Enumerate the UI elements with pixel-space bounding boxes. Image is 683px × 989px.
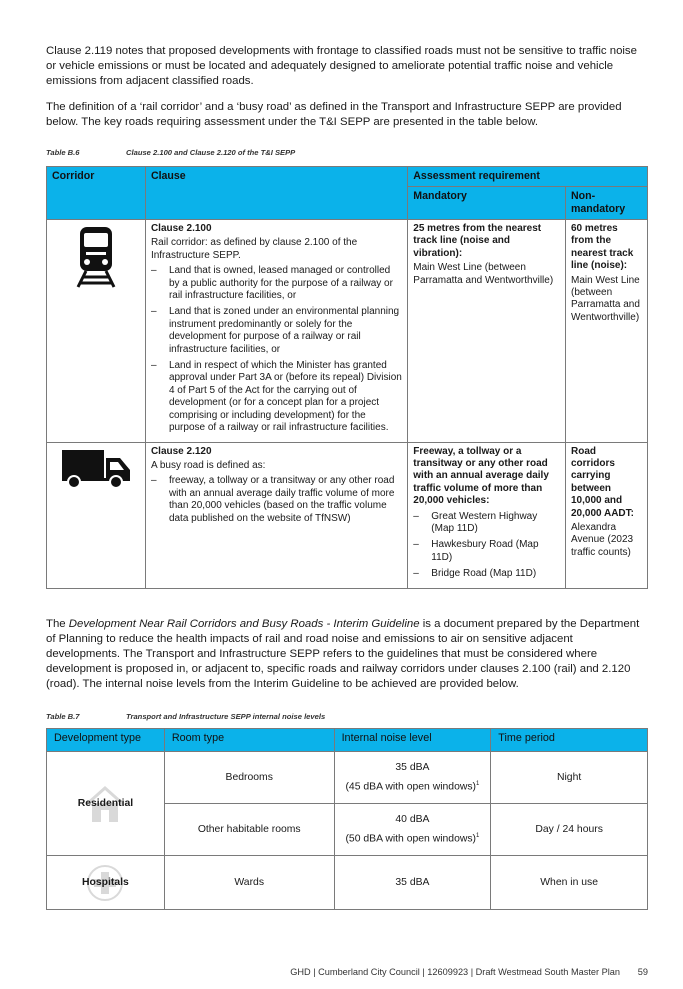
page-number: 59 xyxy=(637,967,648,977)
guideline-title: Development Near Rail Corridors and Busy Roads - Interim Guideline xyxy=(68,618,420,630)
noise-level-note-text: (45 dBA with open windows) xyxy=(345,781,477,793)
table-b7 xyxy=(46,728,648,910)
mandatory-title: 25 metres from the nearest track line (noise and vibration): xyxy=(413,223,542,259)
clause-list xyxy=(151,265,402,434)
table-row xyxy=(47,442,648,588)
guideline-prefix: The xyxy=(46,618,69,630)
header-time-period: Time period xyxy=(491,729,648,752)
table-b7-title: Transport and Infrastructure SEPP internal noise levels xyxy=(126,712,326,721)
development-type-residential xyxy=(47,752,165,856)
intro-paragraph-2: The definition of a ‘rail corridor’ and a ‘busy road’ as defined in the Transport and Infrastructure SEPP are provided below. The key roads requiring assessment under the T&I SEPP are presented in the table below. xyxy=(46,101,622,128)
non-mandatory-cell xyxy=(566,442,648,588)
table-b7-label: Table B.7 xyxy=(46,712,80,721)
time-period-cell: Night xyxy=(491,752,648,804)
non-mandatory-text: Alexandra Avenue (2023 traffic counts) xyxy=(571,521,634,558)
header-internal-noise-level: Internal noise level xyxy=(334,729,491,752)
mandatory-list xyxy=(413,511,560,581)
list-item: – Land in respect of which the Minister has granted approval under Part 3A or (before its repeal) Division 4 of Part 5 of the Act for the carrying out of development (or for a concept plan for a project comprising or including development) for the purpose of a railway or rail infrastructure facilities. xyxy=(151,360,402,434)
non-mandatory-cell xyxy=(566,220,648,443)
list-item: – freeway, a tollway or a transitway or any other road with an annual average daily traffic volume of more than 20,000 vehicles (based on the traffic volume data published on the website of TfNSW) xyxy=(151,475,402,525)
list-item: – Great Western Highway (Map 11D) xyxy=(413,511,560,536)
non-mandatory-title: 60 metres from the nearest track line (noise): xyxy=(571,223,634,272)
noise-level-value: 40 dBA xyxy=(395,814,430,826)
header-clause: Clause xyxy=(145,167,407,220)
table-row xyxy=(47,752,648,804)
table-b6-caption xyxy=(46,148,296,157)
header-assessment: Assessment requirement xyxy=(408,167,648,187)
table-b6-title: Clause 2.100 and Clause 2.120 of the T&I SEPP xyxy=(126,148,296,157)
corridor-cell xyxy=(47,442,146,588)
room-type-cell: Bedrooms xyxy=(164,752,334,804)
mandatory-title: Freeway, a tollway or a transitway or any other road with an annual average daily traffic volume of more than 20,000 vehicles: xyxy=(413,445,549,507)
clause-cell xyxy=(145,442,407,588)
footnote-marker: 1 xyxy=(476,833,480,840)
header-development-type: Development type xyxy=(47,729,165,752)
header-corridor: Corridor xyxy=(47,167,146,220)
mandatory-cell xyxy=(408,442,566,588)
non-mandatory-title: Road corridors carrying between 10,000 and 20,000 AADT: xyxy=(571,445,634,519)
table-b6-label: Table B.6 xyxy=(46,148,80,157)
table-b7-caption xyxy=(46,712,326,721)
room-type-cell: Other habitable rooms xyxy=(164,804,334,856)
list-item: – Hawkesbury Road (Map 11D) xyxy=(413,539,560,564)
development-type-hospitals xyxy=(47,856,165,910)
list-item: – Land that is zoned under an environmental planning instrument predominantly or solely for the development for purpose of a railway or rail infrastructure facilities, or xyxy=(151,306,402,356)
room-type-cell: Wards xyxy=(164,856,334,910)
time-period-cell: When in use xyxy=(491,856,648,910)
footnote-marker: 1 xyxy=(476,781,480,788)
noise-level-value: 35 dBA xyxy=(395,762,430,774)
header-mandatory: Mandatory xyxy=(408,187,566,220)
clause-title: Clause 2.100 xyxy=(150,223,212,234)
corridor-cell xyxy=(47,220,146,443)
hospitals-label: Hospitals xyxy=(82,877,129,888)
noise-level-note xyxy=(341,830,485,845)
guideline-paragraph xyxy=(46,617,646,692)
list-item: – Land that is owned, leased managed or controlled by a public authority for the purpose of a railway or rail infrastructure facilities, or xyxy=(151,265,402,302)
header-non-mandatory: Non-mandatory xyxy=(566,187,648,220)
noise-level-note-text: (50 dBA with open windows) xyxy=(345,833,477,845)
non-mandatory-text: Main West Line (between Parramatta and Wentworthville) xyxy=(571,274,640,323)
list-item: – Bridge Road (Map 11D) xyxy=(413,568,560,580)
mandatory-cell xyxy=(408,220,566,443)
clause-cell xyxy=(145,220,407,443)
clause-list xyxy=(151,475,402,525)
clause-intro: Rail corridor: as defined by clause 2.100 of the Infrastructure SEPP. xyxy=(150,237,358,261)
noise-level-cell: 35 dBA xyxy=(334,856,491,910)
residential-label: Residential xyxy=(77,798,134,809)
intro-paragraph-1: Clause 2.119 notes that proposed developments with frontage to classified roads must not be sensitive to traffic noise or vehicle emissions or must be located and adequately designed to ameliorate potential traffic noise and vehicle emissions from adjacent classified roads. xyxy=(46,45,637,87)
train-icon xyxy=(74,223,118,289)
table-row xyxy=(47,220,648,443)
header-room-type: Room type xyxy=(164,729,334,752)
noise-level-cell xyxy=(334,804,491,856)
table-row xyxy=(47,856,648,910)
clause-intro: A busy road is defined as: xyxy=(150,459,266,471)
truck-icon xyxy=(60,446,132,490)
table-b6 xyxy=(46,166,648,589)
clause-title: Clause 2.120 xyxy=(150,445,212,457)
time-period-cell: Day / 24 hours xyxy=(491,804,648,856)
mandatory-text: Main West Line (between Parramatta and Wentworthville) xyxy=(413,262,554,286)
guideline-body: is a document prepared by the Department of Planning to reduce the health impacts of rail and road noise and emissions to air on sensitive adjacent developments. The Transport and Infrastructure SEPP refers to the guidelines that must be considered where development is proposed in, or adjacent to, specific roads and railway corridors under clauses 2.100 (rail) and 2.120 (road). The internal noise levels from the Interim Guideline to be achieved are provided below. xyxy=(46,618,640,690)
footer-reference: GHD | Cumberland City Council | 12609923 | Draft Westmead South Master Plan xyxy=(290,967,620,977)
noise-level-note xyxy=(341,778,485,793)
noise-level-cell xyxy=(334,752,491,804)
